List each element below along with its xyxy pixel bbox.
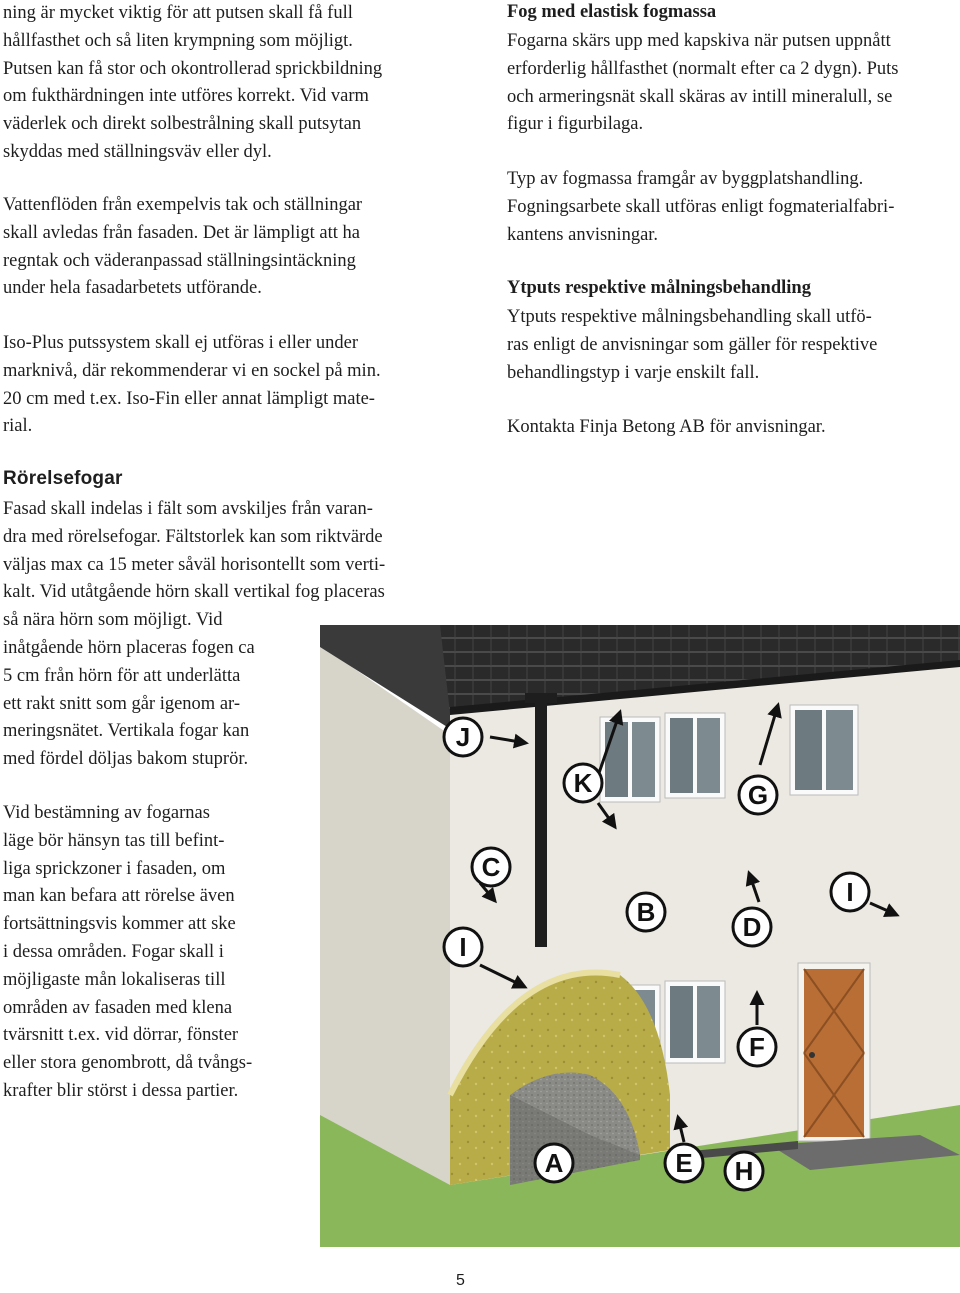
text-line: rial. [3,416,33,437]
heading-rorelsefogar: Rörelsefogar [3,468,123,489]
right-paragraph-4 [507,414,826,442]
label-letter: E [675,1148,693,1178]
heading-ytputs: Ytputs respektive målningsbehandling [507,278,811,298]
text-line: 20 cm med t.ex. Iso-Fin eller annat lämpligt mate- [3,388,375,409]
text-line: dra med rörelsefogar. Fältstorlek kan som riktvärde [3,526,383,547]
text-line: behandlingstyp i varje enskilt fall. [507,362,760,383]
text-line: regntak och väderanpassad ställningsintäckning [3,250,356,271]
house-facade-illustration [320,625,960,1247]
text-line: eller stora genombrott, då tvångs- [3,1053,253,1074]
text-line: fortsättningsvis kommer att ske [3,914,236,935]
text-line: Vid bestämning av fogarnas [3,803,210,823]
text-line: hållfasthet och så liten krympning som möjligt. [3,30,353,51]
upper-window-left [600,717,660,802]
text-line: marknivå, där rekommenderar vi en sockel på min. [3,360,381,381]
text-line: väderlek och direkt solbestrålning skall putsytan [3,114,362,135]
text-line: erforderlig hållfasthet (normalt efter ca 2 dygn). Puts [507,58,899,79]
text-line: kalt. Vid utåtgående hörn skall vertikal fog placeras [3,582,385,603]
right-paragraph-3 [507,304,877,387]
label-letter: K [573,768,593,798]
text-line: Kontakta Finja Betong AB för anvisningar. [507,417,826,437]
text-line: Iso-Plus putssystem skall ej utföras i eller under [3,333,359,353]
label-letter: J [455,722,471,752]
text-line: Vattenflöden från exempelvis tak och ställningar [3,195,363,215]
text-line: Putsen kan få stor och okontrollerad sprickbildning [3,58,383,79]
label-letter: H [734,1156,754,1186]
label-letter: I [846,877,854,907]
text-line: Typ av fogmassa framgår av byggplatshandling. [507,169,864,189]
left-paragraph-1 [3,0,382,167]
upper-window-mid [665,713,725,798]
left-paragraph-2 [3,192,362,303]
label-letter: D [742,912,762,942]
text-line: krafter blir störst i dessa partier. [3,1080,239,1101]
text-line: och armeringsnät skall skäras av intill mineralull, se [507,86,893,107]
label-letter: F [749,1032,765,1062]
text-line: skall avledas från fasaden. Det är lämpligt att ha [3,222,361,243]
text-line: läge bör hänsyn tas till befint- [3,830,225,851]
text-line: Fogarna skärs upp med kapskiva när putsen uppnått [507,31,891,51]
label-letter: I [459,932,467,962]
text-line: med fördel döljas bakom stuprör. [3,749,249,770]
text-line: liga sprickzoner i fasaden, om [3,858,226,879]
heading-fog-elastisk: Fog med elastisk fogmassa [507,2,717,22]
label-letter: G [747,780,769,810]
text-line: man kan befara att rörelse även [3,886,235,907]
text-line: Fasad skall indelas i fält som avskiljes från varan- [3,499,373,519]
side-wall [320,645,450,1185]
text-line: 5 cm från hörn för att underlätta [3,665,241,686]
text-line: Fogningsarbete skall utföras enligt fogmaterialfabri- [507,196,895,217]
text-line: skyddas med ställningsväv eller dyl. [3,141,272,162]
text-line: ning är mycket viktig för att putsen skall få full [3,3,353,23]
text-line: under hela fasadarbetets utförande. [3,278,262,299]
text-line: inåtgående hörn placeras fogen ca [3,637,255,658]
text-line: tvärsnitt t.ex. vid dörrar, fönster [3,1025,239,1046]
lower-window-mid [665,981,725,1063]
text-line: områden av fasaden med klena [3,997,233,1018]
right-paragraph-1 [507,28,898,139]
upper-window-right [790,705,858,795]
text-line: figur i figurbilaga. [507,114,644,135]
text-line: ras enligt de anvisningar som gäller för respektive [507,334,878,355]
label-letter: B [636,897,656,927]
text-line: så nära hörn som möjligt. Vid [3,610,223,631]
label-letter: C [481,852,501,882]
text-line: om fukthärdningen inte utföres korrekt. Vid varm [3,86,369,107]
label-letter: A [544,1148,564,1178]
text-line: möjligaste mån lokaliseras till [3,969,226,990]
front-door [798,963,870,1141]
downpipe [535,697,547,947]
left-paragraph-5 [3,800,252,1106]
text-line: väljas max ca 15 meter såväl horisontellt som verti- [3,554,386,575]
text-line: meringsnätet. Vertikala fogar kan [3,721,250,742]
text-line: Ytputs respektive målningsbehandling skall utfö- [507,307,872,327]
page-number: 5 [456,1272,465,1289]
text-line: ett rakt snitt som går igenom ar- [3,693,240,714]
text-line: kantens anvisningar. [507,224,659,245]
left-paragraph-3 [3,330,381,441]
right-paragraph-2 [507,166,894,249]
text-line: i dessa områden. Fogar skall i [3,941,224,962]
